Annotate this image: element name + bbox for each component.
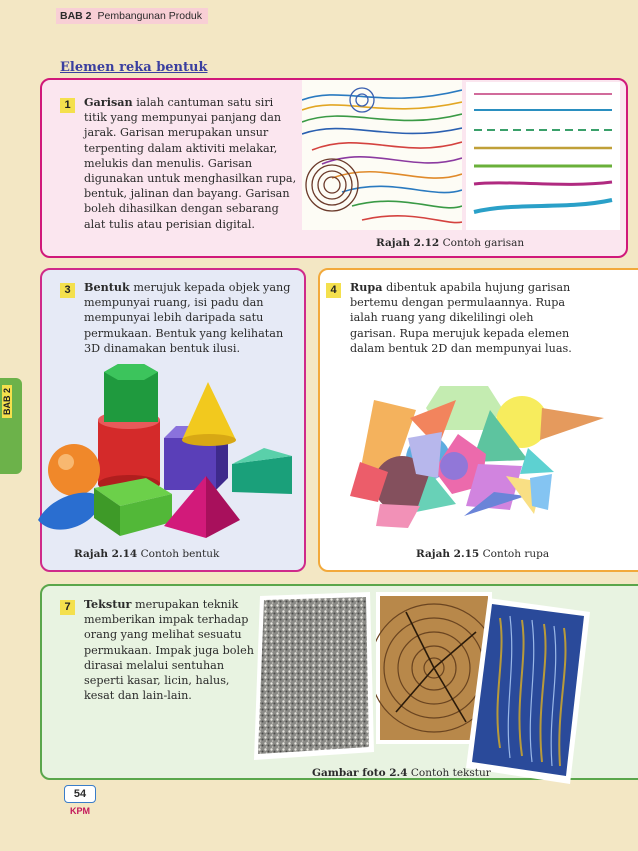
caption-label: Gambar foto 2.4 <box>312 767 408 779</box>
caption-rajah-2-12 <box>376 237 524 249</box>
caption-label: Rajah 2.12 <box>376 237 440 249</box>
caption-text: Contoh tekstur <box>407 767 491 779</box>
bentuk-text: merujuk kepada objek yang mempunyai ruang, isi padu dan mempunyai lebih daripada satu permukaan. Bentuk yang kelihatan 3D dinamakan bentuk ilusi. <box>84 281 291 355</box>
item-number-1: 1 <box>60 98 75 113</box>
straight-lines-image <box>466 82 620 230</box>
page-number: 54 <box>64 785 96 803</box>
garisan-text: ialah cantuman satu siri titik yang mempunyai panjang dan jarak. Garisan merupakan unsur terpenting dalam aktiviti melakar, melukis dan menulis. Garisan digunakan untuk menghasilkan rupa, bentuk, jalinan dan bayang. Garisan boleh dihasilkan dengan sebarang alat tulis atau perisian digital. <box>84 96 297 231</box>
gravel-texture-photo <box>252 592 374 760</box>
chapter-number: BAB 2 <box>60 10 92 22</box>
garisan-term: Garisan <box>84 95 133 109</box>
bentuk-paragraph <box>84 280 294 356</box>
bark-texture-photo <box>466 598 590 784</box>
item-number-4: 4 <box>326 283 341 298</box>
caption-text: Contoh rupa <box>479 548 550 560</box>
3d-shapes-image <box>36 360 300 540</box>
tekstur-term: Tekstur <box>84 597 132 611</box>
caption-label: Rajah 2.14 <box>74 548 138 560</box>
bentuk-term: Bentuk <box>84 280 130 294</box>
tekstur-text: merupakan teknik memberikan impak terhadap orang yang melihat sesuatu permukaan. Impak juga boleh dirasai melalui sentuhan seperti kasar, licin, halus, kesat dan lain-lain. <box>84 598 254 703</box>
chapter-side-tab <box>0 378 22 474</box>
caption-text: Contoh garisan <box>439 237 525 249</box>
item-number-7: 7 <box>60 600 75 615</box>
item-number-3: 3 <box>60 283 75 298</box>
caption-text: Contoh bentuk <box>137 548 220 560</box>
caption-label: Rajah 2.15 <box>416 548 480 560</box>
swirl-lines-image <box>302 80 462 230</box>
caption-gambar-foto-2-4 <box>312 767 491 779</box>
chapter-title: Pembangunan Produk <box>97 10 203 22</box>
chapter-header <box>56 8 208 24</box>
caption-rajah-2-14 <box>74 548 219 560</box>
rupa-paragraph <box>350 280 580 356</box>
section-title: Elemen reka bentuk <box>60 60 208 75</box>
tekstur-paragraph <box>84 597 254 703</box>
garisan-paragraph <box>84 95 298 232</box>
publisher-label: KPM <box>70 806 90 816</box>
page-number-badge <box>60 785 100 823</box>
rupa-text: dibentuk apabila hujung garisan bertemu dengan permulaannya. Rupa ialah ruang yang dikelilingi oleh garisan. Rupa merujuk kepada elemen dalam bentuk 2D dan mempunyai luas. <box>350 281 572 355</box>
rupa-term: Rupa <box>350 280 383 294</box>
2d-shapes-image <box>346 378 604 534</box>
caption-rajah-2-15 <box>416 548 549 560</box>
side-tab-label: BAB 2 <box>2 385 12 418</box>
